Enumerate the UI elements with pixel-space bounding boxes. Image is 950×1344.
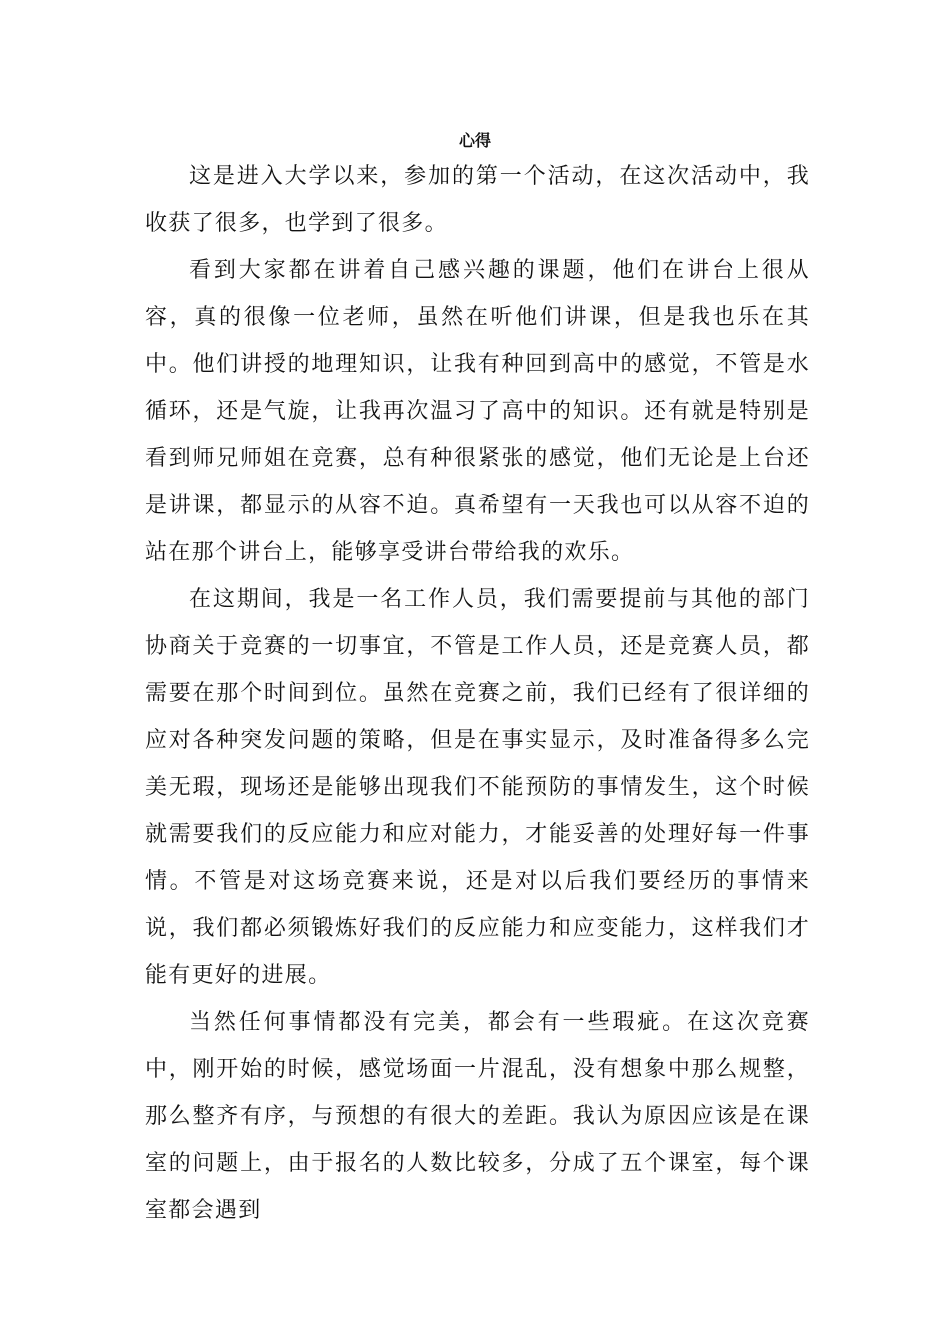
paragraph-4: 当然任何事情都没有完美，都会有一些瑕疵。在这次竞赛中，刚开始的时候，感觉场面一片混乱，没有想象中那么规整，那么整齐有序，与预想的有很大的差距。我认为原因应该是在课室的问题上，由于报名的人数比较多，分成了五个课室，每个课室都会遇到	[145, 1010, 810, 1223]
document-body	[145, 153, 810, 1234]
document-title: 心得	[458, 131, 491, 150]
paragraph-1: 这是进入大学以来，参加的第一个活动，在这次活动中，我收获了很多，也学到了很多。	[145, 164, 810, 236]
paragraph-3: 在这期间，我是一名工作人员，我们需要提前与其他的部门协商关于竞赛的一切事宜，不管是工作人员，还是竞赛人员，都需要在那个时间到位。虽然在竞赛之前，我们已经有了很详细的应对各种突发问题的策略，但是在事实显示，及时准备得多么完美无瑕，现场还是能够出现我们不能预防的事情发生，这个时候就需要我们的反应能力和应对能力，才能妥善的处理好每一件事情。不管是对这场竞赛来说，还是对以后我们要经历的事情来说，我们都必须锻炼好我们的反应能力和应变能力，这样我们才能有更好的进展。	[145, 587, 810, 988]
paragraph-2: 看到大家都在讲着自己感兴趣的课题，他们在讲台上很从容，真的很像一位老师，虽然在听他们讲课，但是我也乐在其中。他们讲授的地理知识，让我有种回到高中的感觉，不管是水循环，还是气旋，让我再次温习了高中的知识。还有就是特别是看到师兄师姐在竞赛，总有种很紧张的感觉，他们无论是上台还是讲课，都显示的从容不迫。真希望有一天我也可以从容不迫的站在那个讲台上，能够享受讲台带给我的欢乐。	[145, 258, 810, 565]
